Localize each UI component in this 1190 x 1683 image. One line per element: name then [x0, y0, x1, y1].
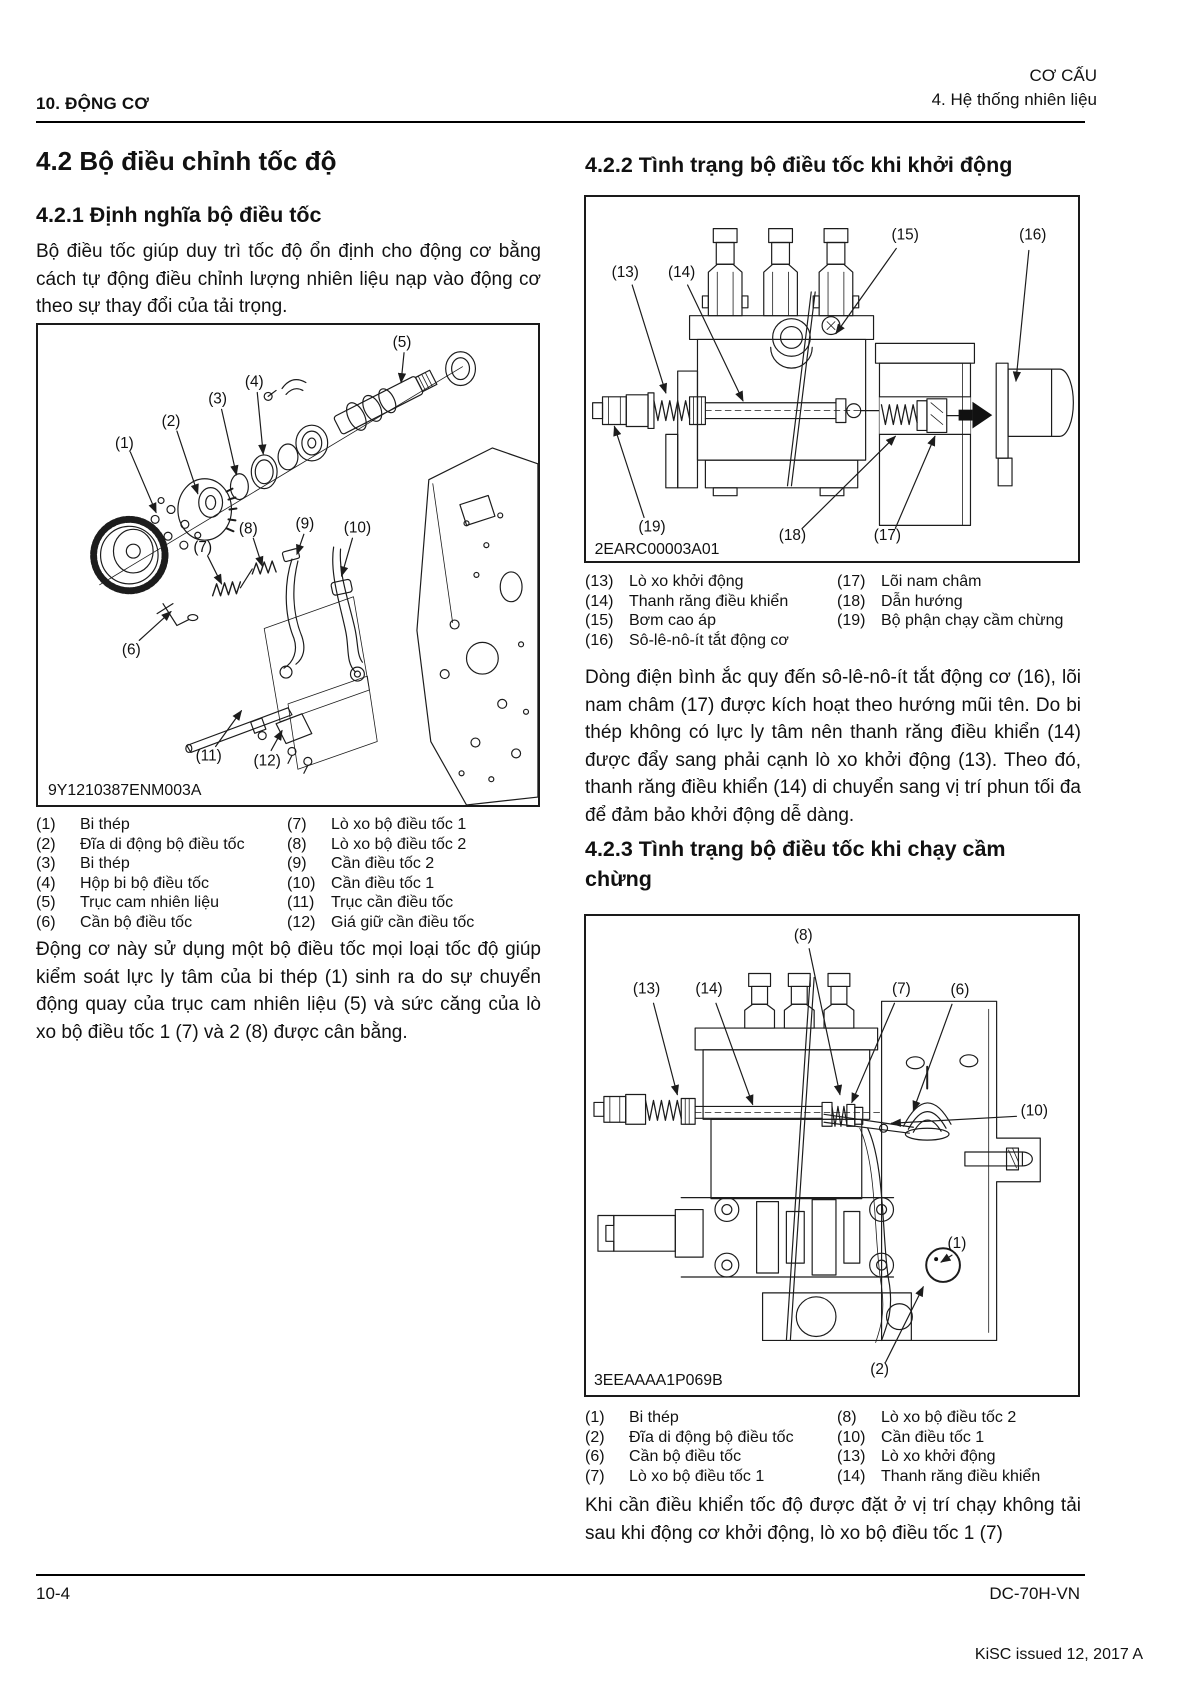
legend-item-number: (4): [36, 874, 56, 892]
legend-item: [585, 572, 835, 592]
legend-item-number: (12): [287, 913, 316, 931]
legend-item: [837, 1408, 1083, 1428]
callout-9: (9): [295, 515, 315, 533]
legend-item-number: (15): [585, 612, 614, 630]
figure-governor-idling: [584, 914, 1080, 1397]
callout-1: (1): [114, 434, 134, 452]
callout-17: (17): [873, 527, 902, 545]
legend-item-label: Lò xo khởi động: [629, 573, 744, 590]
legend-item-number: (1): [585, 1409, 605, 1426]
heading-4-2-3: 4.2.3 Tình trạng bộ điều tốc khi chạy cầm chừng: [585, 837, 1006, 891]
callout-2: (2): [161, 413, 181, 431]
legend-item-label: Trục cần điều tốc: [331, 894, 454, 912]
legend-item-label: Cần điều tốc 2: [331, 855, 435, 873]
callout-13: (13): [611, 264, 639, 282]
legend-item-label: Lò xo bộ điều tốc 2: [881, 1409, 1017, 1426]
heading-4-2-1: 4.2.1 Định nghĩa bộ điều tốc: [36, 203, 322, 227]
callout-6: (6): [950, 981, 970, 999]
callout-7: (7): [892, 980, 911, 998]
footer-doc-code: DC-70H-VN: [989, 1584, 1080, 1603]
legend-item: [585, 592, 835, 612]
governor-idling-diagram: [586, 916, 1078, 1395]
legend-item: [36, 835, 286, 855]
paragraph-operation: Động cơ này sử dụng một bộ điều tốc mọi loại tốc độ giúp kiểm soát lực ly tâm của bi thép (1) sinh ra do sự chuyển động quay của trục cam nhiên liệu (5) và sức căng của lò xo bộ điều tốc 1 (7) và 2 (8) được cân bằng.: [36, 939, 541, 1043]
legend-item-number: (17): [837, 573, 866, 590]
callout-7: (7): [193, 539, 213, 557]
legend-item: [837, 592, 1083, 612]
figure-governor-exploded: [36, 323, 540, 807]
legend-item-number: (9): [287, 855, 307, 873]
callout-14: (14): [695, 980, 723, 998]
callout-6: (6): [121, 641, 141, 659]
figure-code: 2EARC00003A01: [594, 541, 720, 559]
callout-2: (2): [870, 1361, 889, 1379]
legend-item-label: Bơm cao áp: [629, 612, 716, 630]
heading-4-2-2: 4.2.2 Tình trạng bộ điều tốc khi khởi động: [585, 153, 1013, 177]
legend-item-number: (11): [287, 894, 315, 912]
legend-item-label: Hộp bi bộ điều tốc: [80, 874, 209, 892]
legend-item-number: (19): [837, 612, 866, 630]
footer-page-number: 10-4: [36, 1584, 71, 1603]
legend-item-label: Lò xo bộ điều tốc 2: [331, 835, 467, 853]
header-section: [932, 64, 1097, 112]
legend-item-label: Lõi nam châm: [881, 573, 982, 590]
legend-item-number: (10): [837, 1428, 866, 1446]
callout-8: (8): [238, 520, 258, 538]
legend-item: [36, 874, 286, 894]
legend2-col2: [837, 572, 1083, 631]
legend-item-label: Đĩa di động bộ điều tốc: [80, 835, 245, 853]
header-subsection-title: 4. Hệ thống nhiên liệu: [931, 90, 1097, 109]
legend-item-label: Trục cam nhiên liệu: [80, 894, 220, 912]
header-rule: [36, 121, 1085, 123]
callout-18: (18): [778, 527, 807, 545]
legend-item-number: (1): [36, 816, 56, 833]
legend-item-number: (13): [837, 1448, 866, 1466]
legend3-col1: [585, 1408, 835, 1486]
legend-item-number: (2): [36, 835, 56, 853]
legend-item-number: (14): [837, 1467, 866, 1485]
legend-item: [36, 913, 286, 933]
figure-code: 3EEAAAA1P069B: [593, 1372, 723, 1390]
legend1-col2: [287, 815, 543, 933]
footer-rule: [36, 1574, 1085, 1576]
callout-5: (5): [392, 333, 412, 351]
callout-3: (3): [208, 390, 227, 408]
legend-item: [585, 1408, 835, 1428]
paragraph-idling: Khi cần điều khiển tốc độ được đặt ở vị trí chạy không tải sau khi động cơ khởi động, lò xo bộ điều tốc 1 (7): [585, 1495, 1081, 1544]
legend-item-label: Bi thép: [80, 816, 130, 833]
callout-14: (14): [668, 264, 696, 282]
figure-code: 9Y1210387ENM003A: [48, 782, 202, 800]
legend-item: [287, 874, 543, 894]
legend-item: [585, 1467, 835, 1487]
callout-4: (4): [244, 373, 264, 391]
legend-item-label: Thanh răng điều khiển: [629, 592, 789, 610]
legend-item: [837, 611, 1083, 631]
legend-item: [837, 1467, 1083, 1487]
legend-item-number: (7): [287, 816, 307, 833]
legend-item-label: Cần điều tốc 1: [881, 1428, 985, 1446]
legend-item: [837, 1447, 1083, 1467]
legend-item-label: Sô-lê-nô-ít tắt động cơ: [629, 631, 789, 649]
legend-item-label: Thanh răng điều khiển: [881, 1467, 1041, 1485]
callout-8: (8): [793, 926, 813, 944]
legend1-col1: [36, 815, 286, 933]
callout-12: (12): [253, 752, 281, 770]
legend-item-number: (14): [585, 592, 614, 610]
legend-item-number: (16): [585, 631, 614, 649]
legend-item-number: (3): [36, 855, 56, 873]
legend-item: [287, 835, 543, 855]
callout-16: (16): [1019, 226, 1047, 244]
legend-item: [837, 1428, 1083, 1448]
paragraph-definition: Bộ điều tốc giúp duy trì tốc độ ổn định cho động cơ bằng cách tự động điều chỉnh lượng nhiên liệu nạp vào động cơ theo sự thay đổi của tải trọng.: [36, 241, 541, 317]
legend-item: [287, 854, 543, 874]
footer-issue-note: KiSC issued 12, 2017 A: [974, 1646, 1143, 1663]
legend-item: [287, 913, 543, 933]
callout-13: (13): [632, 980, 661, 998]
governor-exploded-diagram: [38, 325, 538, 805]
callout-1: (1): [947, 1235, 967, 1253]
callout-11: (11): [195, 747, 222, 765]
callout-15: (15): [891, 226, 919, 244]
legend-item-label: Lò xo bộ điều tốc 1: [629, 1467, 765, 1485]
legend2-col1: [585, 572, 835, 650]
legend-item-number: (5): [36, 894, 56, 912]
legend-item-label: Cần bộ điều tốc: [629, 1448, 742, 1466]
legend-item: [585, 1447, 835, 1467]
figure-governor-starting: [584, 195, 1080, 563]
legend-item-label: Giá giữ cần điều tốc: [331, 913, 475, 931]
legend-item-label: Đĩa di động bộ điều tốc: [629, 1428, 794, 1446]
legend-item-number: (10): [287, 874, 316, 892]
header-section-title: CƠ CẤU: [1029, 66, 1097, 85]
legend-item-label: Lò xo khởi động: [881, 1448, 996, 1466]
legend-item: [287, 815, 543, 835]
legend-item-label: Bộ phận chạy cầm chừng: [881, 612, 1064, 630]
legend-item-label: Cần bộ điều tốc: [80, 913, 193, 931]
header-chapter: 10. ĐỘNG CƠ: [36, 94, 150, 113]
legend-item: [837, 572, 1083, 592]
legend-item-label: Dẫn hướng: [881, 592, 963, 610]
legend-item-number: (8): [287, 835, 307, 853]
legend-item-label: Lò xo bộ điều tốc 1: [331, 816, 467, 833]
heading-4-2: 4.2 Bộ điều chỉnh tốc độ: [36, 146, 337, 176]
legend-item-label: Bi thép: [629, 1409, 679, 1426]
legend-item-number: (8): [837, 1409, 857, 1426]
callout-10: (10): [343, 519, 372, 537]
legend-item-number: (6): [36, 913, 56, 931]
legend-item: [36, 815, 286, 835]
legend-item-label: Bi thép: [80, 855, 130, 873]
callout-19: (19): [638, 518, 666, 536]
legend-item-number: (18): [837, 592, 866, 610]
paragraph-starting: Dòng điện bình ắc quy đến sô-lê-nô-ít tắt động cơ (16), lõi nam châm (17) được kích hoạt theo hướng mũi tên. Do bi thép không có lực ly tâm nên thanh răng điều khiển (14) được đẩy sang phải cạnh lò xo khởi động (13). Theo đó, thanh răng điều khiển (14) di chuyển sang vị trí phun tối đa để đảm bảo khởi động dễ dàng.: [585, 667, 1081, 826]
legend-item-label: Cần điều tốc 1: [331, 874, 435, 892]
governor-starting-diagram: [586, 197, 1078, 561]
legend-item-number: (7): [585, 1467, 605, 1485]
legend-item: [585, 1428, 835, 1448]
legend3-col2: [837, 1408, 1083, 1486]
legend-item-number: (2): [585, 1428, 605, 1446]
legend-item: [36, 854, 286, 874]
legend-item: [36, 893, 286, 913]
legend-item-number: (13): [585, 573, 614, 590]
callout-10: (10): [1020, 1102, 1048, 1120]
legend-item: [585, 631, 835, 651]
legend-item-number: (6): [585, 1448, 605, 1466]
legend-item: [287, 893, 543, 913]
legend-item: [585, 611, 835, 631]
